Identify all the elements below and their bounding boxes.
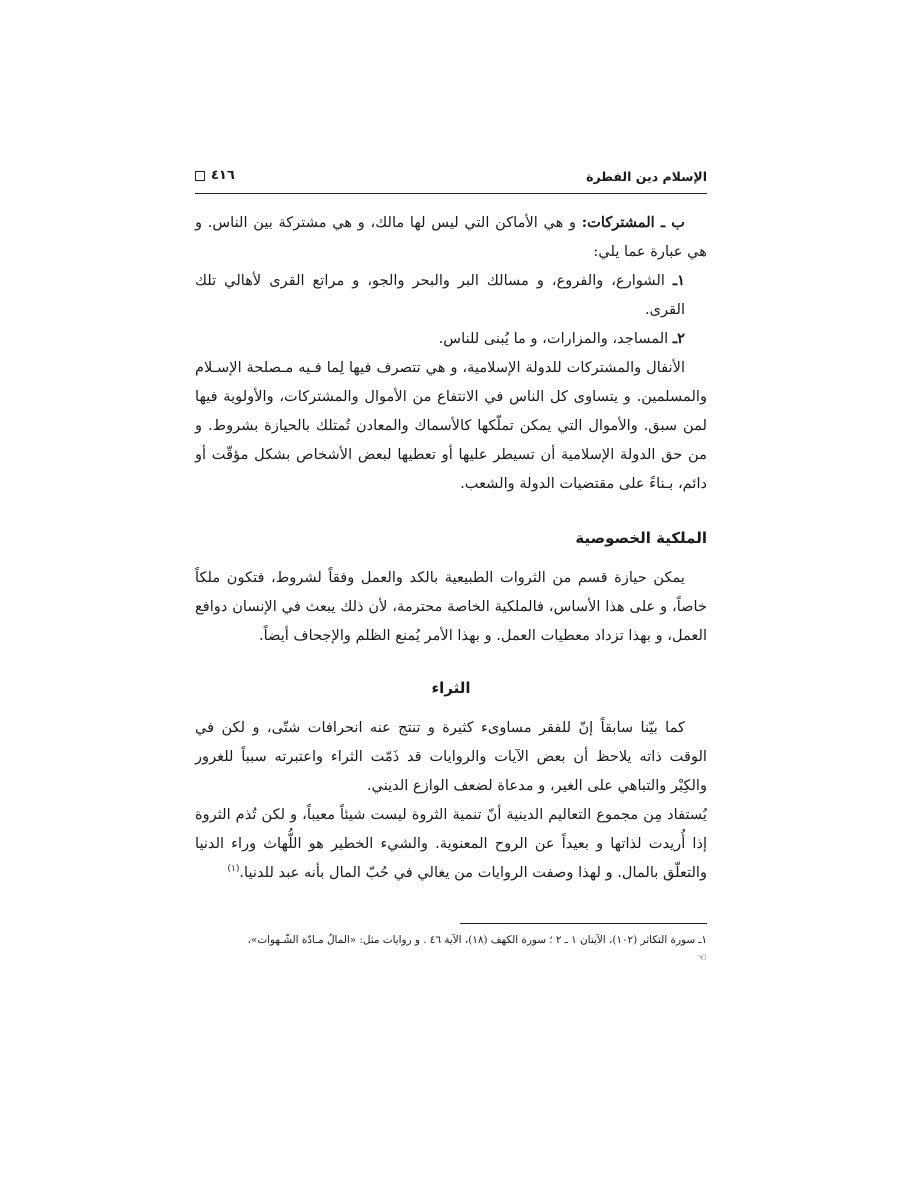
list-item-2 (195, 324, 707, 353)
paragraph-anfal: الأنفال والمشتركات للدولة الإسلامية، و هي تتصرف فيها لِما فـيه مـصلحة الإسـلام والمسلمين. و يتساوى كل الناس في الانتفاع من الأموال والمشتركات، والأولوية فيها لمن سبق. والأموال التي يمكن تملّكها كالأسماك والمعادن تُمتلك بالحيازة بشروط. و من حق الدولة الإسلامية أن تسيطر عليها أو تعطيها لبعض الأشخاص بشكل مؤقّت أو دائم، بـناءً على مقتضيات الدولة والشعب. (195, 359, 707, 492)
footnote-text: ١ـ سورة التكاثر (١٠٢)، الآيتان ١ ـ ٢ ؛ سورة الكهف (١٨)، الآية ٤٦ . و روايات مثل: «المالُ مـادّة الشّـهوات»، (247, 934, 707, 946)
list-item-1 (195, 266, 707, 324)
footnote (195, 932, 707, 967)
pointing-hand-icon: ☜ (697, 951, 707, 964)
heading-private-ownership: الملكية الخصوصية (575, 529, 707, 547)
page-number-block (195, 168, 235, 183)
paragraph-commons (195, 208, 707, 266)
footnote-rule (460, 923, 707, 924)
page-body (195, 208, 707, 887)
book-title: الإسلام دين الفطرة (586, 169, 707, 184)
paragraph-poverty: كما بيّنا سابقاً إنّ للفقر مساوىء كثيرة و تنتج عنه انحرافات شتّى، و لكن في الوقت ذاته يلاحظ أن بعض الآيات والروايات قد ذَمّت الثراء واعتبرته سبباً للغرور والكِبْر والتباهي على الغير، و مدعاة لضعف الوازع الديني. (195, 719, 707, 794)
list-text-2: المساجد، والمزارات، و ما يُبنى للناس. (438, 330, 673, 347)
paragraph-wealth (195, 800, 707, 887)
page-number: ٤١٦ (211, 168, 235, 183)
running-head (195, 167, 707, 194)
square-outline-icon (195, 171, 205, 181)
footnote-reference[interactable]: (١) (227, 864, 240, 875)
heading-wealth: الثراء (431, 679, 471, 697)
list-number-2: ٢ـ (672, 330, 685, 347)
wealth-text: يُستفاد مِن مجموع التعاليم الدينية أنّ تنمية الثروة ليست شيئاً معيباً، و لكن تُذم الثروة إذا أُريدت لذاتها و بعيداً عن الروح المعنوية. والشيء الخطير هو اللُّهاث وراء الدنيا والتعلّق بالمال. و لهذا وصفت الروايات من يغالي في حُبّ المال بأنه عبد للدنيا. (195, 806, 707, 881)
list-number-1: ١ـ (672, 272, 685, 289)
list-text-1: الشوارع، والفروع، و مسالك البر والبحر والجو، و مراتع القرى لأهالي تلك القرى. (195, 272, 685, 318)
commons-label: ب ـ المشتركات: (581, 214, 685, 231)
commons-text: و هي الأماكن التي ليس لها مالك، و هي مشتركة بين الناس. و هي عبارة عما يلي: (195, 214, 707, 260)
paragraph-private-ownership: يمكن حيازة قسم من الثروات الطبيعية بالكد والعمل وفقاً لشروط، فتكون ملكاً خاصاً، و على هذا الأساس، فالملكية الخاصة محترمة، لأن ذلك يبعث في الإنسان دوافع العمل، و بهذا تزداد معطيات العمل. و بهذا الأمر يُمنع الظلم والإجحاف أيضاً. (195, 569, 707, 644)
